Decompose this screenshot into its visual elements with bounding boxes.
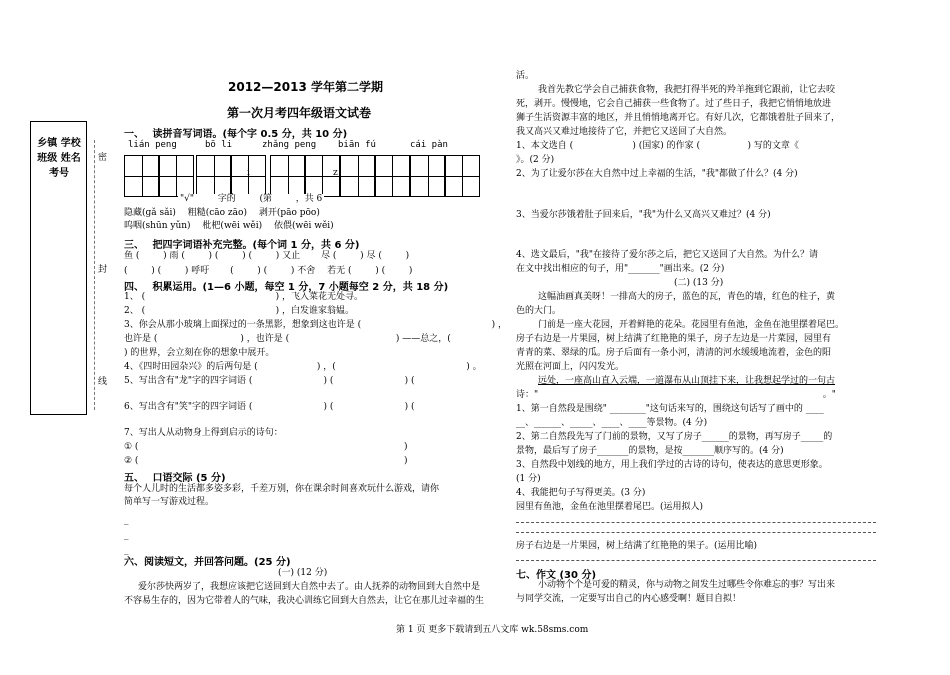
q4-7a-close: ) [404, 442, 408, 452]
section-2-row-1: 隐藏(ɡǎ sǎi) 粗糙(cāo zāo) 剥开(pāo pōo) [124, 208, 320, 218]
writing-grid-cell[interactable] [444, 155, 480, 197]
reading-1-para-5: 狮子生活资源丰富的地区，并且悄悄地离开它。有好几次，它都饿着肚子回来了， [516, 113, 841, 123]
exam-title: 第一次月考四年级语文试卷 [227, 106, 372, 120]
writing-grid-cell[interactable] [340, 155, 376, 197]
q4-7: 7、写出人从动物身上得到启示的诗句： [124, 428, 283, 438]
r-q4b: 在文中找出相应的句子，用"_______"画出来。(2 分) [516, 264, 725, 274]
r-q3: 3、当爱尔莎饿着肚子回来后，"我"为什么又高兴又难过？(4 分) [516, 210, 771, 220]
seal-char-xian: 线 [98, 377, 108, 387]
writing-grid-cell[interactable] [270, 155, 306, 197]
section-5-prompt-1: 每个人儿时的生活都多姿多彩，千差万别，你在课余时间喜欢玩什么游戏，请你 [124, 484, 440, 494]
reading-1-para-3: 我首先教它学会自己捕获食物，我把打得半死的羚羊拖到它跟前，让它去咬 [538, 85, 836, 95]
reading-1-para-1: 爱尔莎快两岁了，我想应该把它送回到大自然中去了。由人抚养的动物回到大自然中是 [138, 582, 481, 592]
writing-grid-cell[interactable] [158, 155, 194, 197]
section-4-heading: 四、 积累运用。(1—6 小题，每空 1 分，7 小题每空 2 分，共 18 分) [124, 282, 449, 293]
pinyin-4: biān fú [338, 140, 376, 150]
pinyin-3: zhǎng peng [262, 140, 317, 150]
q4-3c: ) 的世界，会立刻在你的想象中展开。 [124, 348, 275, 358]
r2-q4-sentence-2: 房子右边是一片果园，树上结满了红艳艳的果子。(运用比喻) [516, 541, 758, 551]
essay-prompt-1: 小动物个个是可爱的精灵，你与动物之间发生过哪些令你难忘的事？写出来 [538, 580, 836, 590]
r-q1a: 1、本文选自 ( ) (国家) 的作家 ( ) 写的文章《 [516, 141, 799, 151]
section-1-heading: 一、 读拼音写词语。(每个字 0.5 分，共 10 分) [124, 129, 348, 140]
grid-fragment-mid: z [333, 168, 338, 178]
reading-2-para-3: 门前是一座大花园，开着鲜艳的花朵。花园里有鱼池，金鱼在池里摆着尾巴。 [538, 320, 845, 330]
section-2-row-2: 呜咽(shūn yǔn) 枇杷(wēi wěi) 依偎(wēi wěi) [124, 221, 334, 231]
section-7-heading: 七、作文 (30 分) [516, 570, 597, 581]
q4-4: 4、《四时田园杂兴》的后两句是 ( ) ，( ) 。 [124, 362, 482, 372]
reading-2-para-5: 青青的菜、翠绿的瓜。房子后面有一条小河，清清的河水缓缓地流着，金色的阳 [516, 348, 832, 358]
r2-q4-sentence-1: 园里有鱼池，金鱼在池里摆着尾巴。(运用拟人) [516, 502, 704, 512]
r-q2: 2、为了让爱尔莎在大自然中过上幸福的生活，"我"都做了什么？(4 分) [516, 169, 798, 179]
r2-q1a: 1、第一自然段是围绕" ________"这句话来写的，围绕这句话写了画中的 ____ [516, 404, 824, 414]
q4-7a: ① ( [124, 442, 139, 452]
reading-1-heading: (一) (12 分) [278, 568, 328, 578]
answer-line[interactable] [516, 532, 876, 533]
reading-1-para-6: 我又高兴又难过地接待了它，并把它又送回了大自然。 [516, 127, 733, 137]
answer-line[interactable] [516, 560, 876, 561]
section-3-row-1: 鱼 ( ) 雨 ( ) ( ) ( ) 又止 尽 ( ) 尽 ( ) [124, 251, 410, 261]
answer-line[interactable] [516, 522, 876, 523]
pinyin-1: lián peng [128, 140, 177, 150]
r2-q2b: 景物，最后写了房子_______的景物，是按_______顺序写的。(4 分) [516, 446, 784, 456]
exam-term: 2012—2013 学年第二学期 [228, 80, 383, 94]
q4-3a: 3、你会从那小玻璃上面探过的一条黑影，想象到这也许是 ( ) ， [124, 320, 507, 330]
reading-2-heading: (二) (13 分) [674, 278, 724, 288]
student-info-box [30, 121, 87, 415]
page-footer: 第 1 页 更多下载请到五八文库 wk.58sms.com [396, 625, 589, 635]
grid-fragment-left: i [247, 168, 250, 178]
reading-2-para-4: 房子右边是一片果园，树上结满了红艳艳的果子，房子左边是一片菜园，园里有 [516, 334, 832, 344]
q4-5: 5、写出含有"龙"字的四字词语 ( ) ( ) ( [124, 376, 415, 386]
answer-mark: _ [124, 545, 129, 555]
answer-mark: _ [124, 530, 129, 540]
pinyin-5: cái pàn [410, 140, 448, 150]
student-info-labels: 乡镇 学校 班级 姓名 考号 [37, 138, 81, 179]
r2-q2a: 2、第二自然段先写了门前的景物，又写了房子______的景物，再写房子_____的 [516, 432, 833, 442]
reading-2-para-6: 光照在河面上，闪闪发光。 [516, 362, 625, 372]
section-5-prompt-2: 简单写一写游戏过程。 [124, 497, 215, 507]
r2-q3b: (1 分) [516, 474, 541, 484]
r-q1b: 》。(2 分) [516, 155, 555, 165]
reading-2-para-2: 色的大门。 [516, 306, 562, 316]
essay-prompt-2: 与同学交流，一定要写出自己的内心感受啊！题目自拟！ [516, 594, 742, 604]
answer-mark: _ [124, 515, 129, 525]
reading-2-para-1: 这幅油画真美呀！一排高大的房子，蓝色的瓦，青色的墙，红色的柱子，黄 [538, 292, 836, 302]
section-5-heading: 五、 口语交际 (5 分) [124, 473, 226, 484]
writing-grid-cell[interactable] [374, 155, 410, 197]
r2-q4: 4、我能把句子写得更美。(3 分) [516, 488, 646, 498]
reading-2-para-8: 诗：" 。" [516, 390, 836, 400]
r-q4a: 4、选文最后，"我"在接待了爱尔莎之后，把它又送回了大自然。为什么？请 [516, 250, 819, 260]
r2-q3a: 3、自然段中划线的地方，用上我们学过的古诗的诗句，使表达的意思更形象。 [516, 460, 828, 470]
q4-7b-close: ) [404, 456, 408, 466]
r2-q1b: __、______、_____、____、____等景物。(4 分) [516, 418, 708, 428]
q4-1: 1、 ( ) ，飞入菜花无处寻。 [124, 292, 363, 302]
writing-grid-cell[interactable] [196, 155, 232, 197]
q4-3b: 也许是 ( ) ，也许是 ( ) ——总之，( [124, 334, 451, 344]
section-2-fragment: "√" 字的 (第 ，共 6 [180, 194, 323, 204]
q4-6: 6、写出含有"笑"字的四字词语 ( ) ( ) ( [124, 402, 415, 412]
reading-1-cont: 活。 [516, 71, 535, 81]
seal-char-feng: 封 [98, 265, 108, 275]
seal-line [94, 140, 95, 410]
section-3-row-2: ( ) ( ) 呼吁 ( ) ( ) 不舍 若无 ( ) ( ) [124, 266, 413, 276]
section-6-heading: 六、阅读短文，并回答问题。(25 分) [124, 557, 291, 568]
writing-grid-cell[interactable] [410, 155, 446, 197]
underlined-passage: 远处，一座高山直入云端，一道瀑布从山顶挂下来，让我想起学过的一句古 [538, 376, 836, 386]
seal-char-mi: 密 [98, 153, 108, 163]
writing-grid-cell[interactable] [124, 155, 160, 197]
reading-1-para-4: 死，剥开。慢慢地，它会自己捕获一些食物了。过了些日子，我把它悄悄地放进 [516, 99, 832, 109]
pinyin-2: bō li [205, 140, 233, 150]
q4-7b: ② ( [124, 456, 139, 466]
q4-2: 2、 ( ) ，白发谁家翁媪。 [124, 306, 354, 316]
reading-1-para-2: 不容易生存的，因为它带着人的气味，我决心训练它回到大自然去，让它在那儿过幸福的生 [124, 596, 485, 606]
section-3-heading: 三、 把四字词语补充完整。(每个词 1 分，共 6 分) [124, 240, 360, 251]
